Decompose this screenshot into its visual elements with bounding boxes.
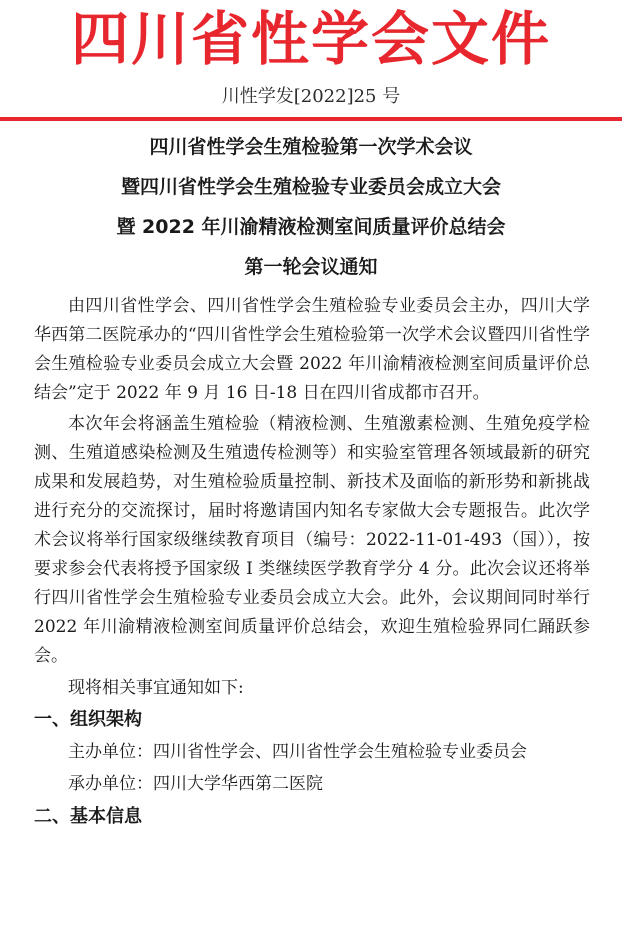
notice-title-block	[0, 127, 622, 287]
notice-body	[34, 292, 590, 833]
section-heading-basic-info: 二、基本信息	[34, 806, 142, 827]
red-divider-line	[0, 117, 622, 121]
document-number: 川性学发[2022]25 号	[221, 86, 401, 107]
notice-title-line-1: 四川省性学会生殖检验第一次学术会议	[149, 136, 473, 158]
body-paragraph-3: 现将相关事宜通知如下:	[68, 678, 244, 698]
body-paragraph-2: 本次年会将涵盖生殖检验（精液检测、生殖激素检测、生殖免疫学检测、生殖道感染检测及生殖遗传检测等）和实验室管理各领域最新的研究成果和发展趋势，对生殖检验质量控制、新技术及面临的新形势和新挑战进行充分的交流探讨，届时将邀请国内知名专家做大会专题报告。此次学术会议将举行国家级继续教育项目（编号：2022-11-01-493（国）），按要求参会代表将授予国家级 I 类继续医学教育学分 4 分。此次会议还将举行四川省性学会生殖检验专业委员会成立大会。此外，会议期间同时举行 2022 年川渝精液检测室间质量评价总结会，欢迎生殖检验界同仁踊跃参会。	[34, 414, 590, 666]
notice-title-line-2: 暨四川省性学会生殖检验专业委员会成立大会	[120, 176, 501, 198]
notice-title-line-4: 第一轮会议通知	[244, 256, 378, 278]
organizer-line: 主办单位：四川省性学会、四川省性学会生殖检验专业委员会	[68, 742, 527, 762]
notice-title-line-3: 暨 2022 年川渝精液检测室间质量评价总结会	[116, 216, 506, 238]
host-unit-line: 承办单位：四川大学华西第二医院	[68, 774, 323, 794]
body-paragraph-1: 由四川省性学会、四川省性学会生殖检验专业委员会主办，四川大学华西第二医院承办的“四川省性学会生殖检验第一次学术会议暨四川省性学会生殖检验专业委员会成立大会暨 2022 年川渝精液检测室间质量评价总结会”定于 2022 年 9 月 16 日-18 日在四川省成都市召开。	[34, 296, 590, 403]
section-heading-organization: 一、组织架构	[34, 709, 142, 730]
masthead-title: 四川省性学会文件	[70, 5, 551, 73]
